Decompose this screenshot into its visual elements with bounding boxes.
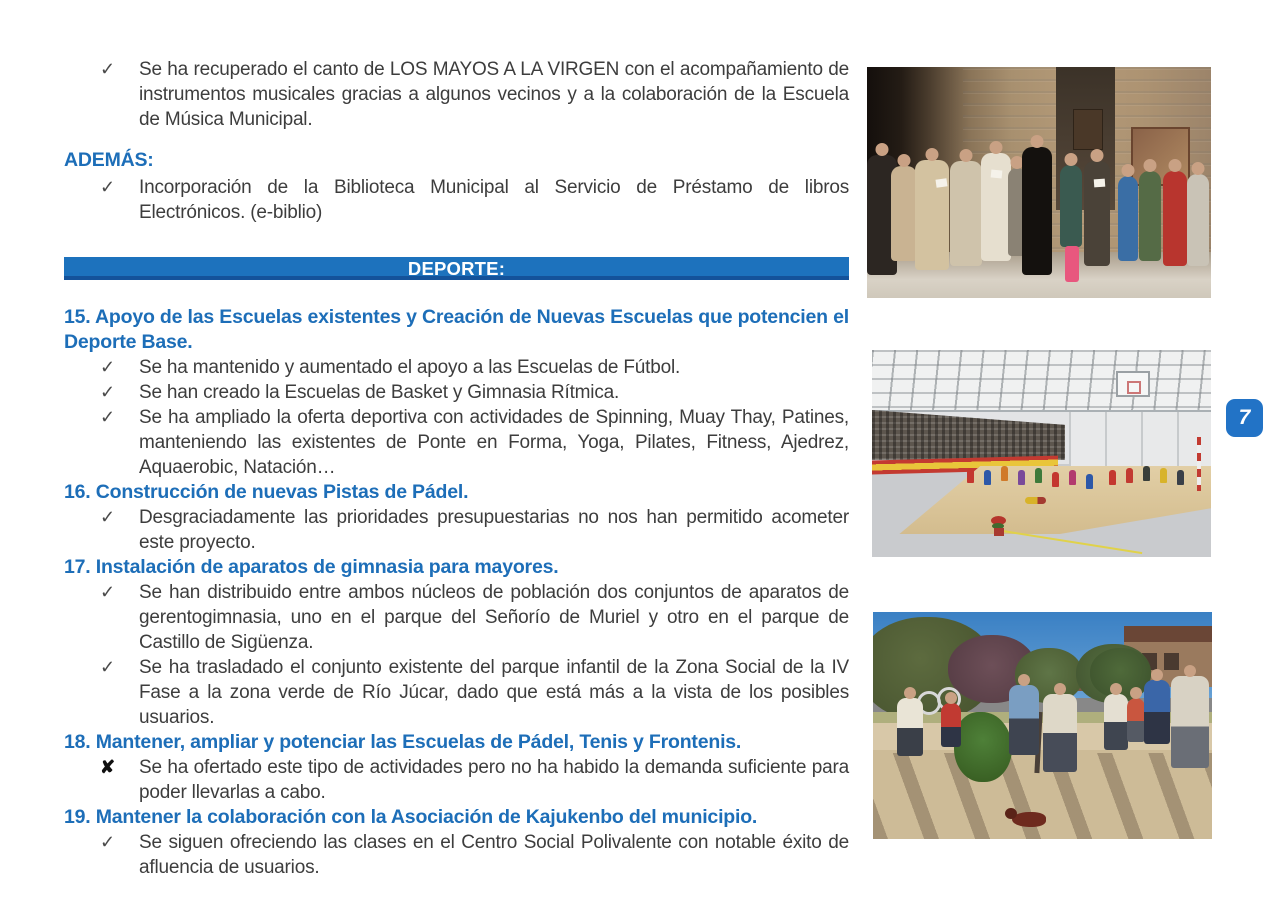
list-item [64, 830, 849, 880]
bullet-text: Se han distribuido entre ambos núcleos de población dos conjuntos de aparatos de gerentogimnasia, uno en el parque del Señorío de Muriel y otro en el parque de Castillo de Sigüenza. [139, 582, 849, 653]
photo-person [1187, 174, 1209, 266]
list-item [64, 380, 849, 405]
check-icon: ✓ [100, 407, 115, 427]
photo-person [941, 703, 961, 747]
list-item [64, 755, 849, 805]
photo-person [891, 166, 917, 261]
photo-flower-pot [994, 528, 1004, 536]
deporte-banner-label: DEPORTE: [407, 258, 506, 279]
photo-person [1084, 161, 1110, 266]
photo-gymnast [1035, 468, 1042, 483]
check-icon: ✓ [100, 582, 115, 602]
photo-gymnast [1001, 466, 1008, 481]
photo-gymnast [1069, 470, 1076, 485]
list-item [64, 355, 849, 380]
photo-gymnast [1126, 468, 1133, 483]
list-item [64, 580, 849, 655]
bullet-text: Desgraciadamente las prioridades presupuestarias no nos han permitido acometer este proyecto. [139, 507, 849, 553]
check-icon: ✓ [100, 657, 115, 677]
photo-person [1043, 694, 1077, 772]
item-16-heading: 16. Construcción de nuevas Pistas de Pádel. [64, 481, 469, 503]
photo-person [1139, 171, 1161, 261]
item-18-heading: 18. Mantener, ampliar y potenciar las Escuelas de Pádel, Tenis y Frontenis. [64, 731, 742, 753]
check-icon: ✓ [100, 357, 115, 377]
photo-person [897, 698, 923, 756]
photo-gymnast [984, 470, 991, 485]
item-17-heading: 17. Instalación de aparatos de gimnasia para mayores. [64, 556, 559, 578]
list-item [64, 175, 849, 225]
photo-gymnast [1177, 470, 1184, 485]
check-icon: ✓ [100, 382, 115, 402]
photo-person [1163, 171, 1187, 266]
photo-song-sheet [935, 178, 947, 187]
check-icon: ✓ [100, 177, 115, 197]
photo-person [1009, 685, 1039, 755]
photo-roof-trusses [872, 350, 1211, 412]
photo-song-sheet [990, 169, 1002, 178]
bullet-text: Se ha ofertado este tipo de actividades pero no ha habido la demanda suficiente para poder llevarlas a cabo. [139, 757, 849, 803]
photo-gymnast [1143, 466, 1150, 481]
photo-person-legs [1065, 246, 1079, 282]
photo-gymnast [1086, 474, 1093, 489]
photo-person [1118, 176, 1138, 261]
list-item [64, 57, 849, 132]
photo-gymnast [967, 468, 974, 483]
check-icon: ✓ [100, 59, 115, 79]
bullet-text: Se ha recuperado el canto de LOS MAYOS A LA VIRGEN con el acompañamiento de instrumentos musicales gracias a algunos vecinos y a la colaboración de la Escuela de Música Municipal. [139, 59, 849, 130]
main-text-column [64, 57, 849, 880]
photo-gymnast [1018, 470, 1025, 485]
photo-person [1104, 694, 1128, 750]
check-icon: ✓ [100, 507, 115, 527]
ademas-label: ADEMÁS: [64, 149, 154, 171]
photo-park-gym [873, 612, 1212, 839]
photo-wall-painting [1073, 109, 1103, 150]
photo-person [1060, 165, 1082, 247]
photo-gymnast [1160, 468, 1167, 483]
bullet-text: Se han creado la Escuelas de Basket y Gimnasia Rítmica. [139, 382, 620, 403]
photo-song-sheet [1094, 179, 1106, 188]
bullet-text: Se ha mantenido y aumentado el apoyo a las Escuelas de Fútbol. [139, 357, 681, 378]
list-item [64, 505, 849, 555]
photo-person [950, 161, 982, 266]
photo-backboard-square [1127, 381, 1141, 394]
photo-choir-night [867, 67, 1211, 298]
photo-gymnast [1109, 470, 1116, 485]
photo-bush [954, 712, 1012, 782]
check-icon: ✓ [100, 832, 115, 852]
photo-person [915, 160, 949, 270]
bullet-text: Incorporación de la Biblioteca Municipal al Servicio de Préstamo de libros Electrónicos. (e-biblio) [139, 177, 849, 223]
photo-person [1022, 147, 1052, 275]
item-15-heading: 15. Apoyo de las Escuelas existentes y Creación de Nuevas Escuelas que potencien el Deporte Base. [64, 306, 849, 353]
photo-striped-pole [1197, 437, 1201, 491]
photo-person [1127, 698, 1145, 742]
photo-basketball-backboard [1116, 371, 1150, 397]
bullet-text: Se siguen ofreciendo las clases en el Centro Social Polivalente con notable éxito de afluencia de usuarios. [139, 832, 849, 878]
list-item [64, 405, 849, 480]
page-number: 7 [1238, 406, 1251, 429]
deporte-section-banner [64, 257, 849, 280]
photo-sports-hall [872, 350, 1211, 557]
bullet-text: Se ha ampliado la oferta deportiva con actividades de Spinning, Muay Thay, Patines, manteniendo las existentes de Ponte en Forma, Yoga, Pilates, Fitness, Ajedrez, Aquaerobic, Natación… [139, 407, 849, 478]
item-19-heading: 19. Mantener la colaboración con la Asociación de Kajukenbo del municipio. [64, 806, 758, 828]
list-item [64, 655, 849, 730]
photo-dog [1012, 812, 1046, 827]
bullet-text: Se ha trasladado el conjunto existente del parque infantil de la Zona Social de la IV Fase a la zona verde de Río Júcar, dado que está más a la vista de los posibles usuarios. [139, 657, 849, 728]
photo-person [1144, 680, 1170, 744]
photo-dog-head [1005, 808, 1017, 819]
photo-gymnast-lying [1025, 497, 1046, 504]
page-number-badge [1226, 399, 1263, 437]
photo-gymnast [1052, 472, 1059, 487]
cross-icon: ✘ [100, 757, 115, 777]
photo-person [1171, 676, 1209, 768]
